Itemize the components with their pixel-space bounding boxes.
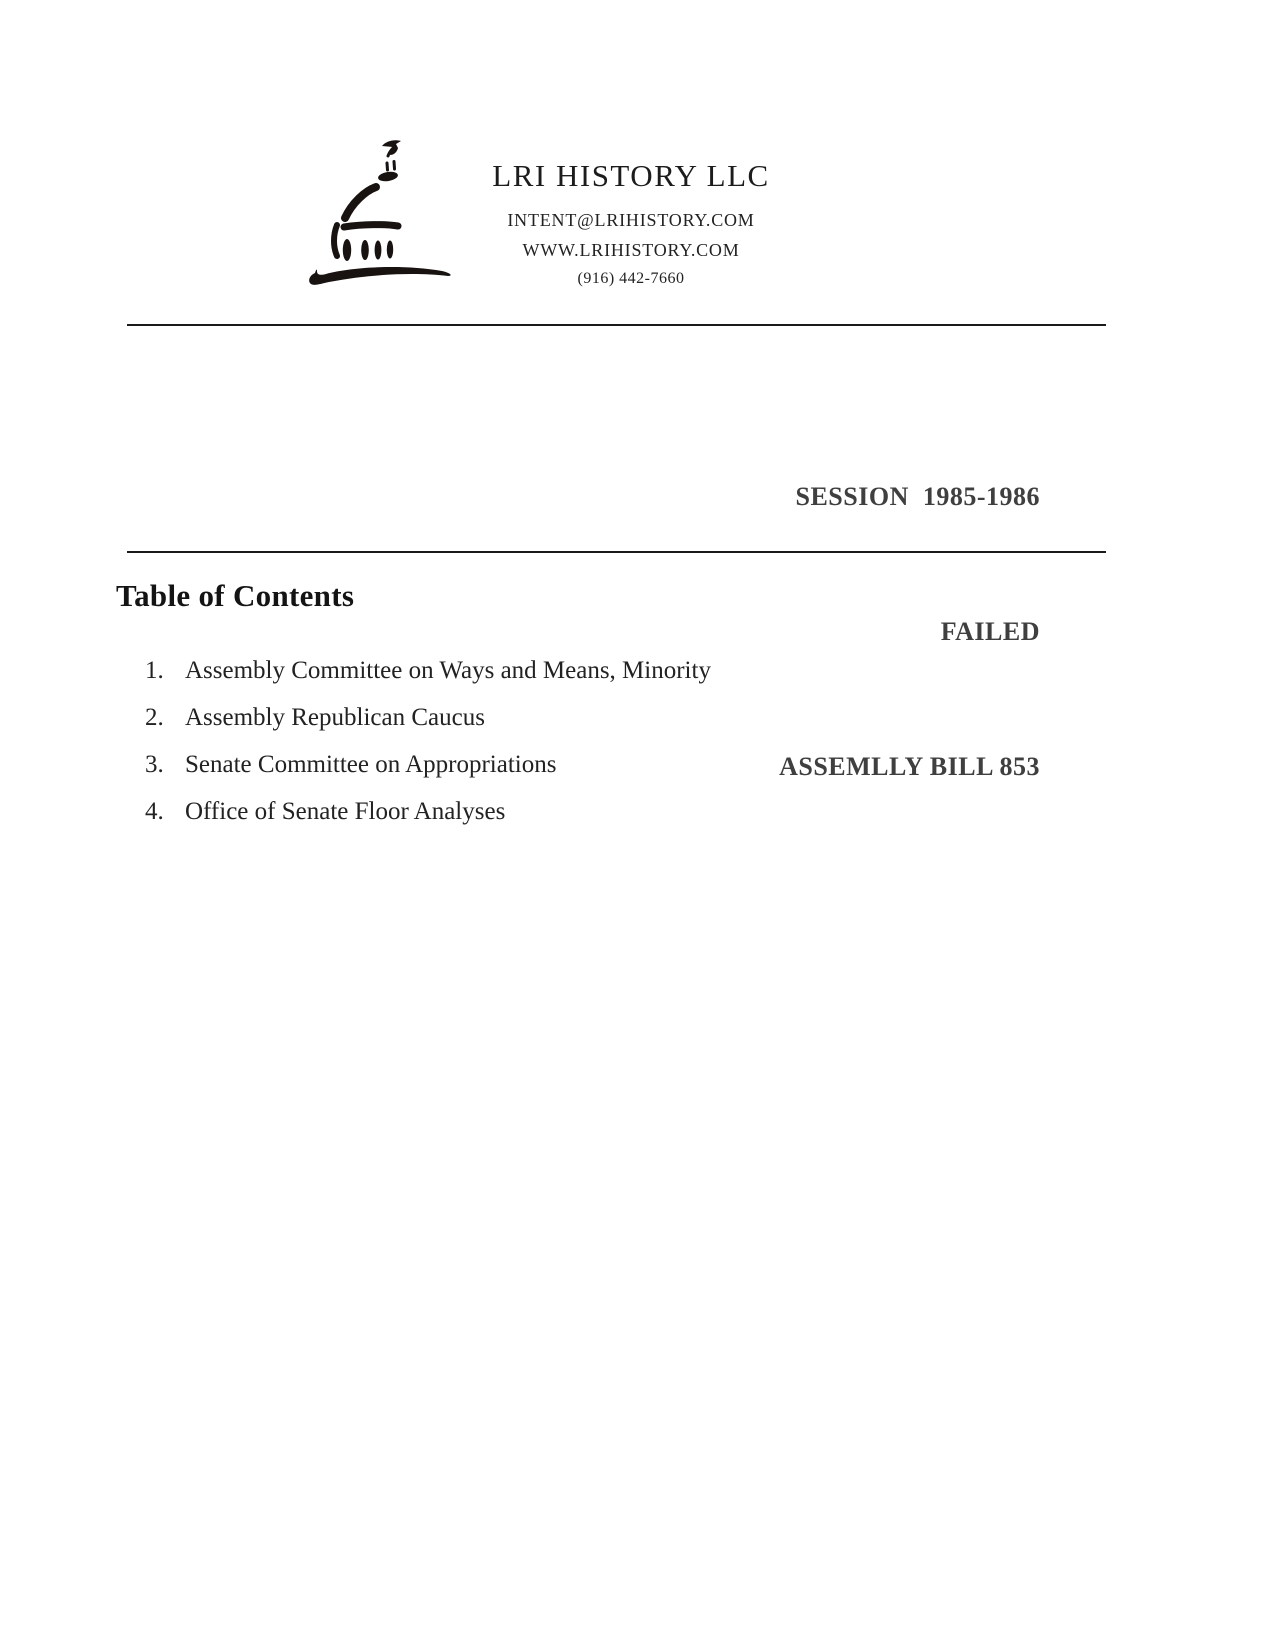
toc-item-label: Assembly Committee on Ways and Means, Minority (185, 657, 711, 684)
toc-item (145, 656, 711, 685)
company-header (431, 158, 831, 293)
toc-item (145, 797, 711, 826)
toc-item-label: Senate Committee on Appropriations (185, 751, 557, 778)
toc-item-number: 4. (145, 798, 164, 825)
toc-item-number: 1. (145, 657, 164, 684)
toc-item (145, 703, 711, 732)
toc-item-label: Assembly Republican Caucus (185, 704, 485, 731)
bill-line: ASSEMLLY BILL 853 (779, 752, 1040, 781)
toc-item-number: 3. (145, 751, 164, 778)
session-line: SESSION 1985-1986 (795, 482, 1040, 511)
toc-heading: Table of Contents (116, 578, 355, 613)
horizontal-rule-top (127, 324, 1106, 326)
company-name: LRI HISTORY LLC (492, 158, 770, 193)
toc-item (145, 750, 711, 779)
company-website: WWW.LRIHISTORY.COM (522, 240, 740, 260)
toc-list (145, 656, 711, 844)
status-line: FAILED (940, 617, 1040, 646)
company-phone: (916) 442-7660 (577, 270, 685, 287)
toc-item-number: 2. (145, 704, 164, 731)
toc-item-label: Office of Senate Floor Analyses (185, 798, 506, 825)
company-email: INTENT@LRIHISTORY.COM (507, 210, 755, 230)
horizontal-rule-bottom (127, 551, 1106, 553)
session-block (779, 384, 1040, 879)
